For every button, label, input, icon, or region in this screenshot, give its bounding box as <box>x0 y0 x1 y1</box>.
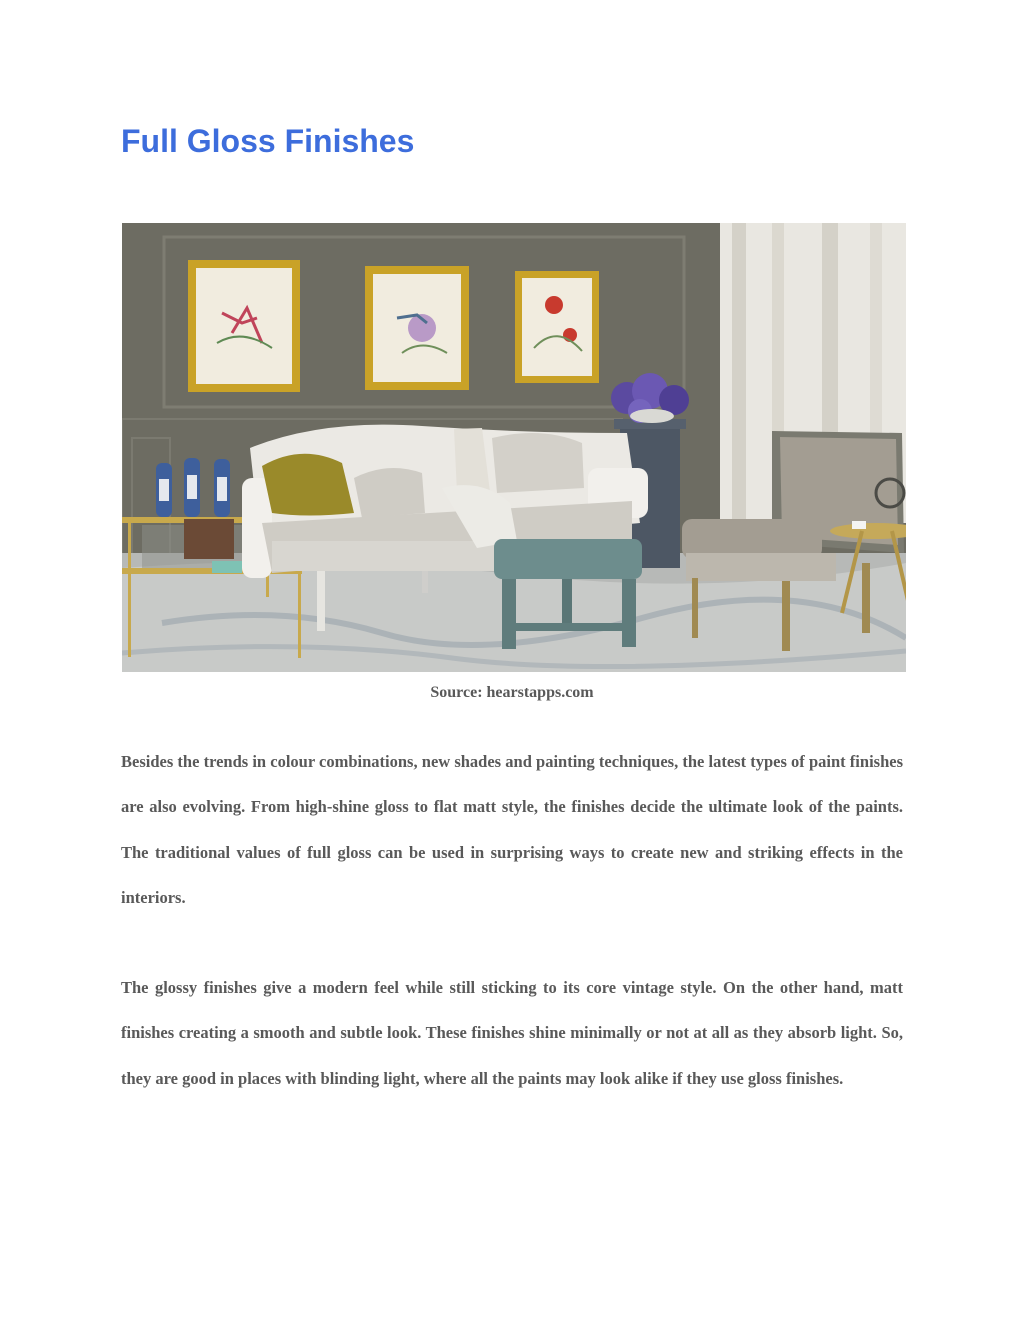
room-photo-illustration <box>122 223 906 672</box>
page-title: Full Gloss Finishes <box>121 123 415 159</box>
image-caption: Source: hearstapps.com <box>430 684 594 701</box>
body-paragraph-1: Besides the trends in colour combinations, new shades and painting techniques, the latest types of paint finishes are also evolving. From high-shine gloss to flat matt style, the finishes decide the ultimate look of the paints. The traditional values of full gloss can be used in surprising ways to create new and striking effects in the interiors. <box>121 752 903 907</box>
body-paragraph-2: The glossy finishes give a modern feel while still sticking to its core vintage style. On the other hand, matt finishes creating a smooth and subtle look. These finishes shine minimally or not at all as they absorb light. So, they are good in places with blinding light, where all the paints may look alike if they use gloss finishes. <box>121 978 903 1088</box>
room-photo <box>122 223 906 672</box>
